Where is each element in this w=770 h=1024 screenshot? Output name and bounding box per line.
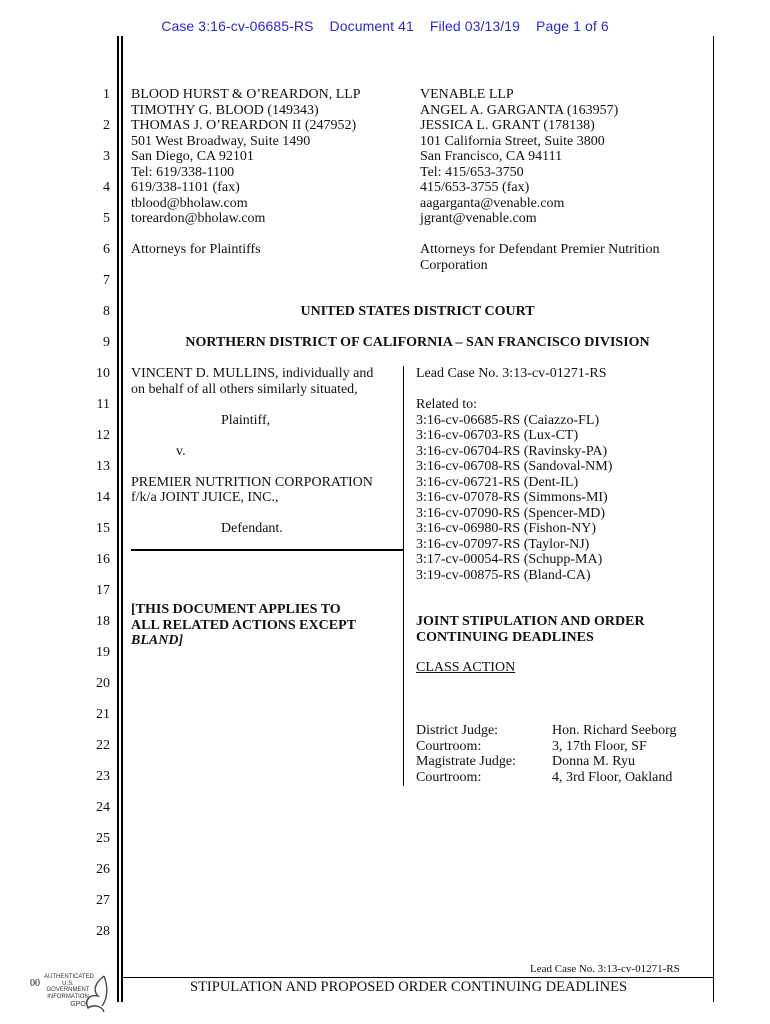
line-number: 12	[96, 428, 110, 443]
defendant-role: Defendant.	[221, 521, 283, 536]
telephone: Tel: 619/338-1100	[131, 164, 235, 180]
line-number: 6	[103, 242, 110, 257]
related-case: 3:16-cv-07078-RS (Simmons-MI)	[416, 490, 608, 505]
footer-title: STIPULATION AND PROPOSED ORDER CONTINUING DEADLINES	[190, 979, 628, 995]
line-number: 28	[96, 924, 110, 939]
line-number: 20	[96, 676, 110, 691]
plaintiff-role: Plaintiff,	[221, 412, 271, 428]
line-number: 3	[103, 149, 110, 164]
gpo-label: INFORMATION	[47, 993, 89, 1000]
line-number: 22	[96, 738, 110, 753]
line-number: 26	[96, 862, 110, 877]
firm-name: VENABLE LLP	[420, 87, 514, 102]
related-case: 3:19-cv-00875-RS (Bland-CA)	[416, 567, 591, 583]
page-code: 00	[30, 978, 40, 989]
magistrate-value: Donna M. Ryu	[552, 754, 636, 769]
line-number: 14	[96, 490, 110, 505]
line-number: 16	[96, 552, 110, 567]
courtroom-value: 4, 3rd Floor, Oakland	[552, 769, 673, 785]
courtroom-label: Courtroom:	[416, 738, 482, 754]
courtroom-label: Courtroom:	[416, 769, 482, 785]
line-number: 19	[96, 645, 110, 660]
document-number: Document 41	[329, 18, 414, 34]
line-number: 9	[103, 335, 110, 350]
judge-value: Hon. Richard Seeborg	[552, 723, 677, 738]
line-number: 7	[103, 273, 110, 288]
line-number: 18	[96, 614, 110, 629]
related-case: 3:16-cv-06980-RS (Fishon-NY)	[416, 521, 597, 536]
plaintiff-attorneys-role: Attorneys for Plaintiffs	[131, 242, 261, 257]
street-address: 501 West Broadway, Suite 1490	[131, 133, 311, 149]
attorney-name: JESSICA L. GRANT (178138)	[420, 118, 595, 133]
court-name: UNITED STATES DISTRICT COURT	[300, 304, 535, 319]
related-case: 3:16-cv-06685-RS (Caiazzo-FL)	[416, 412, 600, 428]
line-number: 2	[103, 118, 110, 133]
class-action-label: CLASS ACTION	[416, 660, 516, 675]
related-label: Related to:	[416, 397, 478, 412]
defendant-description: f/k/a JOINT JUICE, INC.,	[131, 490, 279, 505]
firm-name: BLOOD HURST & O’REARDON, LLP	[131, 87, 361, 102]
court-district: NORTHERN DISTRICT OF CALIFORNIA – SAN FRANCISCO DIVISION	[185, 335, 650, 350]
email-link[interactable]: jgrant@venable.com	[420, 211, 537, 226]
line-number: 13	[96, 459, 110, 474]
left-margin-rule-inner	[121, 36, 123, 1002]
related-case: 3:16-cv-06708-RS (Sandoval-NM)	[416, 459, 613, 474]
defendant-name: PREMIER NUTRITION CORPORATION	[131, 474, 373, 490]
applies-note-cont: ALL RELATED ACTIONS EXCEPT	[131, 617, 356, 633]
filing-header	[0, 18, 770, 34]
line-number: 10	[96, 366, 110, 381]
line-number: 25	[96, 831, 110, 846]
footer-rule	[122, 977, 713, 978]
footer-lead-case: Lead Case No. 3:13-cv-01271-RS	[530, 963, 680, 975]
fax: 619/338-1101 (fax)	[131, 180, 240, 195]
fax: 415/653-3755 (fax)	[420, 180, 530, 195]
line-number: 24	[96, 800, 110, 815]
line-number: 4	[103, 180, 110, 195]
line-number: 8	[103, 304, 110, 319]
left-margin-rule-outer	[117, 36, 119, 1002]
line-number: 1	[103, 87, 110, 102]
defendant-attorneys-role-cont: Corporation	[420, 257, 488, 273]
page-indicator: Page 1 of 6	[536, 18, 609, 34]
related-case: 3:16-cv-07090-RS (Spencer-MD)	[416, 505, 606, 521]
case-number: Case 3:16-cv-06685-RS	[161, 18, 314, 34]
related-case: 3:16-cv-06704-RS (Ravinsky-PA)	[416, 443, 608, 459]
plaintiff-name: VINCENT D. MULLINS, individually and	[131, 366, 374, 381]
city-state-zip: San Diego, CA 92101	[131, 149, 254, 164]
line-number: 23	[96, 769, 110, 784]
applies-note-case: BLAND]	[131, 633, 184, 648]
magistrate-label: Magistrate Judge:	[416, 754, 516, 769]
filed-date: Filed 03/13/19	[429, 18, 521, 34]
attorney-name: ANGEL A. GARGANTA (163957)	[420, 102, 619, 118]
gpo-seal	[30, 972, 110, 1016]
courtroom-value: 3, 17th Floor, SF	[552, 738, 647, 754]
line-number: 21	[96, 707, 110, 722]
related-case: 3:16-cv-06703-RS (Lux-CT)	[416, 428, 579, 443]
related-case: 3:17-cv-00054-RS (Schupp-MA)	[416, 552, 603, 567]
document-title: JOINT STIPULATION AND ORDER	[416, 614, 645, 629]
line-number: 27	[96, 893, 110, 908]
caption-vertical-rule	[403, 366, 404, 786]
line-number: 5	[103, 211, 110, 226]
related-case: 3:16-cv-06721-RS (Dent-IL)	[416, 474, 579, 490]
right-margin-rule	[713, 36, 714, 1002]
telephone: Tel: 415/653-3750	[420, 164, 524, 180]
plaintiff-description: on behalf of all others similarly situated,	[131, 381, 358, 397]
attorney-name: THOMAS J. O’REARDON II (247952)	[131, 118, 357, 133]
email-link[interactable]: toreardon@bholaw.com	[131, 211, 266, 226]
line-number: 15	[96, 521, 110, 536]
email-link[interactable]: tblood@bholaw.com	[131, 195, 248, 211]
applies-note: [THIS DOCUMENT APPLIES TO	[131, 602, 341, 617]
defendant-attorneys-role: Attorneys for Defendant Premier Nutrition	[420, 242, 660, 257]
gpo-label: GPO	[70, 1001, 86, 1008]
caption-divider	[131, 549, 403, 551]
street-address: 101 California Street, Suite 3800	[420, 133, 605, 149]
gpo-label: U.S. GOVERNMENT	[46, 980, 90, 993]
line-number: 11	[96, 397, 110, 412]
related-case: 3:16-cv-07097-RS (Taylor-NJ)	[416, 536, 590, 552]
gpo-label: AUTHENTICATED	[44, 974, 94, 980]
email-link[interactable]: aagarganta@venable.com	[420, 195, 565, 211]
versus: v.	[176, 443, 186, 459]
judge-label: District Judge:	[416, 723, 499, 738]
city-state-zip: San Francisco, CA 94111	[420, 149, 563, 164]
document-title-cont: CONTINUING DEADLINES	[416, 629, 594, 645]
lead-case-number: Lead Case No. 3:13-cv-01271-RS	[416, 366, 607, 381]
line-number: 17	[96, 583, 110, 598]
attorney-name: TIMOTHY G. BLOOD (149343)	[131, 102, 319, 118]
